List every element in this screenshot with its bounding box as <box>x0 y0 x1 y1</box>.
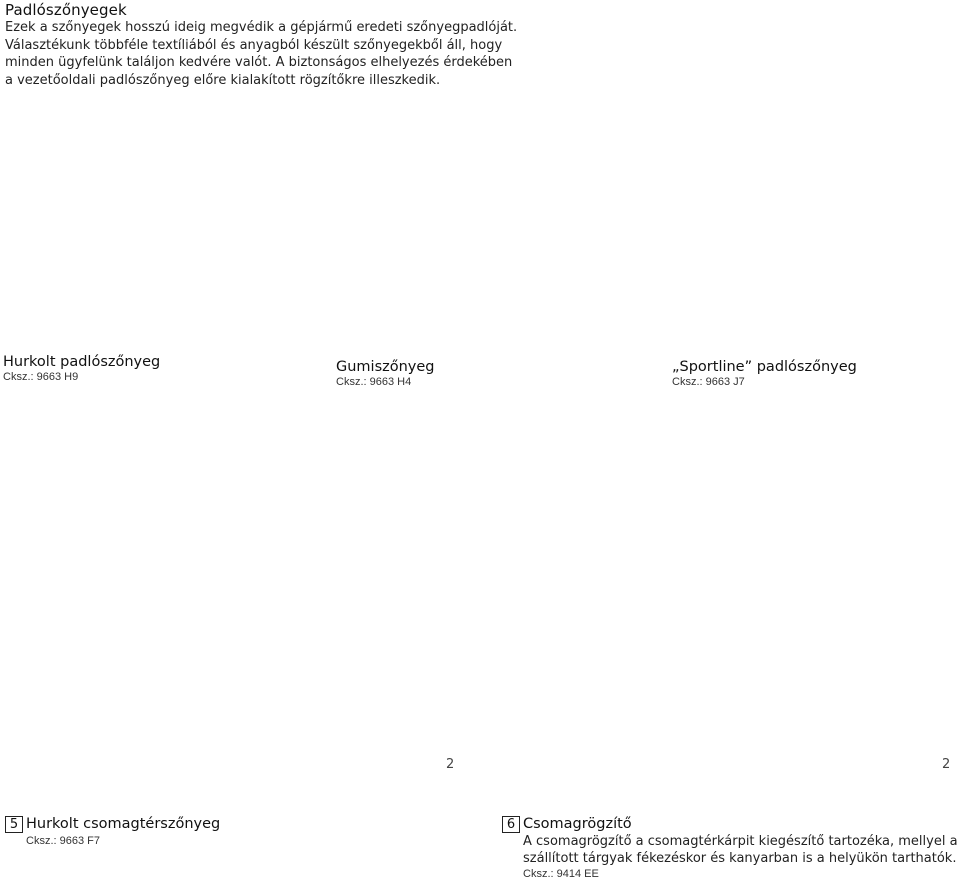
item-number-box: 5 <box>5 816 23 833</box>
product-sportline <box>672 359 857 388</box>
item-title: Hurkolt csomagtérszőnyeg <box>26 816 221 832</box>
product-gumi <box>336 359 435 388</box>
product-code: Cksz.: 9663 J7 <box>672 376 745 388</box>
item-number-box: 6 <box>502 816 520 833</box>
product-title: Gumiszőnyeg <box>336 359 435 375</box>
section-title: Padlószőnyegek <box>5 1 127 19</box>
item-code: Cksz.: 9414 EE <box>523 868 599 880</box>
intro-line: Ezek a szőnyegek hosszú ideig megvédik a gépjármű eredeti szőnyegpadlóját. <box>5 20 518 35</box>
intro-line: minden ügyfelünk találjon kedvére valót. A biztonságos elhelyezés érdekében <box>5 55 513 70</box>
item-description-line: szállított tárgyak fékezéskor és kanyarban is a helyükön tarthatók. <box>523 851 957 866</box>
product-title: Hurkolt padlószőnyeg <box>3 354 161 370</box>
item-description-line: A csomagrögzítő a csomagtérkárpit kiegészítő tartozéka, mellyel a <box>523 834 958 849</box>
product-title: „Sportline” padlószőnyeg <box>672 359 857 375</box>
intro-line: Választékunk többféle textíliából és anyagból készült szőnyegekből áll, hogy <box>5 37 503 53</box>
product-code: Cksz.: 9663 H4 <box>336 376 412 388</box>
item-code: Cksz.: 9663 F7 <box>26 835 100 847</box>
product-hurkolt <box>3 354 160 383</box>
intro-line: a vezetőoldali padlószőnyeg előre kialakított rögzítőkre illeszkedik. <box>5 72 441 88</box>
product-code: Cksz.: 9663 H9 <box>3 371 79 383</box>
page-number: 2 <box>942 757 951 772</box>
item-title: Csomagrögzítő <box>523 816 632 832</box>
page-number: 2 <box>446 757 455 772</box>
item-description <box>523 833 958 867</box>
intro-paragraph <box>5 19 525 89</box>
